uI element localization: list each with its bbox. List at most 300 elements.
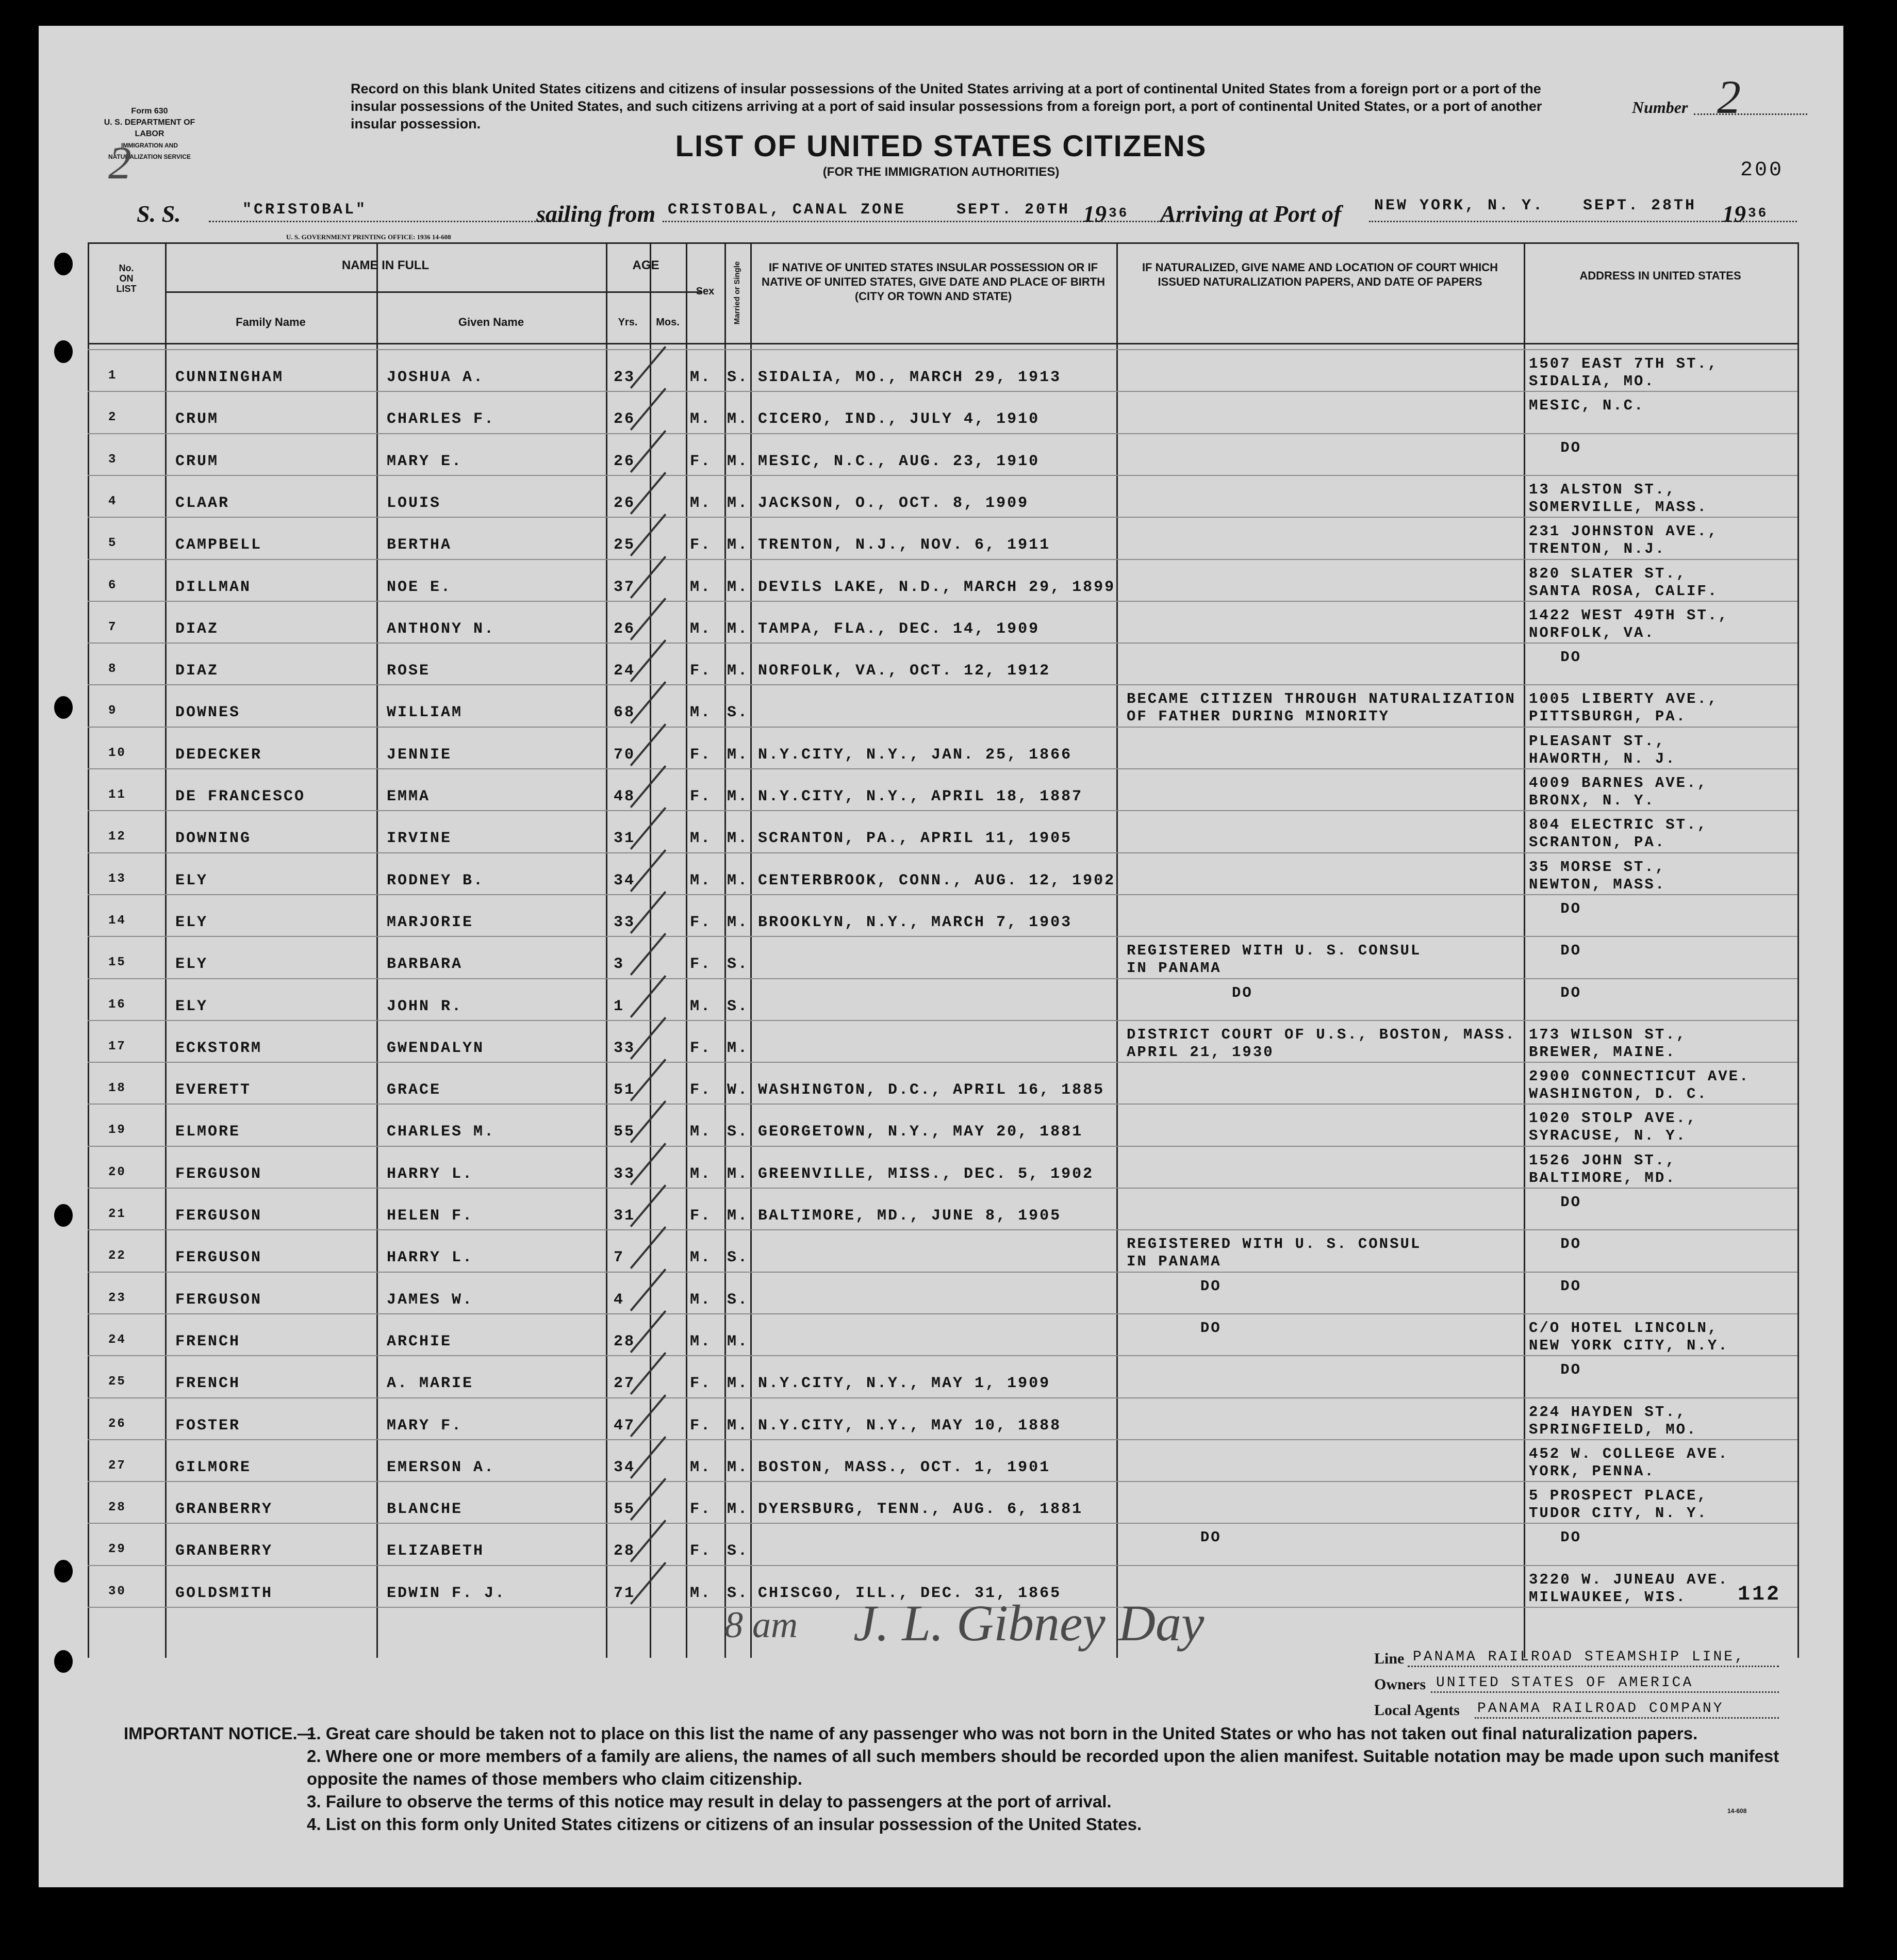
birth-place-date: CHISCGO, ILL., DEC. 31, 1865 xyxy=(758,1584,1062,1602)
check-mark xyxy=(630,555,667,598)
form-code: 14-608 xyxy=(1727,1807,1747,1815)
punch-hole xyxy=(54,1650,73,1673)
given-name: EDWIN F. J. xyxy=(387,1584,506,1602)
table-top-rule xyxy=(88,242,1797,244)
signature-note: 8 am xyxy=(724,1604,798,1645)
sex: F. xyxy=(690,1081,712,1099)
us-address: 173 WILSON ST., BREWER, MAINE. xyxy=(1529,1026,1687,1061)
given-name: GWENDALYN xyxy=(387,1039,485,1057)
notice-item-3: 3. Failure to observe the terms of this notice may result in delay to passengers at the port of arrival. xyxy=(307,1792,1112,1811)
us-address: 1005 LIBERTY AVE., PITTSBURGH, PA. xyxy=(1529,690,1719,726)
age-years: 31 xyxy=(614,1207,636,1225)
check-mark xyxy=(630,891,667,934)
age-years: 4 xyxy=(614,1291,625,1309)
age-years: 25 xyxy=(614,536,636,554)
check-mark xyxy=(630,1562,667,1605)
family-name: FERGUSON xyxy=(175,1207,262,1225)
naturalization: DO xyxy=(1127,1529,1222,1546)
sex: M. xyxy=(690,410,712,429)
row-rule xyxy=(88,349,1797,350)
owners: UNITED STATES OF AMERICA xyxy=(1436,1675,1694,1691)
header-bottom-rule xyxy=(88,343,1797,344)
birth-place-date: SCRANTON, PA., APRIL 11, 1905 xyxy=(758,830,1073,848)
birth-place-date: DEVILS LAKE, N.D., MARCH 29, 1899 xyxy=(758,578,1116,596)
line-rule xyxy=(1408,1666,1779,1667)
row-rule xyxy=(88,391,1797,392)
birth-place-date: N.Y.CITY, N.Y., MAY 1, 1909 xyxy=(758,1375,1051,1393)
check-mark xyxy=(630,430,667,473)
row-number: 10 xyxy=(108,746,126,760)
signature: J. L. Gibney Day xyxy=(853,1594,1205,1652)
given-name: ROSE xyxy=(387,662,431,680)
birth-place-date: BROOKLYN, N.Y., MARCH 7, 1903 xyxy=(758,913,1073,931)
line-label: Line xyxy=(1374,1650,1405,1667)
marital-status: M. xyxy=(727,1207,749,1225)
age-years: 7 xyxy=(614,1249,625,1267)
service: IMMIGRATION AND NATURALIZATION SERVICE xyxy=(108,142,191,160)
us-address: DO xyxy=(1529,649,1582,666)
birth-place-date: GEORGETOWN, N.Y., MAY 20, 1881 xyxy=(758,1123,1083,1141)
family-name: ELY xyxy=(175,913,208,931)
row-number: 11 xyxy=(108,788,126,802)
family-name: EVERETT xyxy=(175,1081,252,1099)
col-rule-family xyxy=(376,242,378,1658)
marital-status: M. xyxy=(727,1417,749,1435)
header-name-in-full: NAME IN FULL xyxy=(341,258,430,272)
given-name: MARY F. xyxy=(387,1417,463,1435)
family-name: CRUM xyxy=(175,452,219,470)
given-name: HARRY L. xyxy=(387,1165,474,1183)
birth-place-date: BOSTON, MASS., OCT. 1, 1901 xyxy=(758,1458,1051,1476)
local-agents: PANAMA RAILROAD COMPANY xyxy=(1477,1701,1724,1717)
age-years: 26 xyxy=(614,494,636,512)
check-mark xyxy=(630,723,667,766)
row-number: 2 xyxy=(108,410,118,425)
us-address: 452 W. COLLEGE AVE. YORK, PENNA. xyxy=(1529,1445,1729,1480)
us-address: 804 ELECTRIC ST., SCRANTON, PA. xyxy=(1529,816,1708,851)
given-name: HELEN F. xyxy=(387,1207,474,1225)
row-number: 29 xyxy=(108,1542,126,1557)
age-years: 47 xyxy=(614,1417,636,1435)
sex: F. xyxy=(690,536,712,554)
age-years: 26 xyxy=(614,452,636,470)
check-mark xyxy=(630,639,667,682)
row-rule xyxy=(88,1020,1797,1021)
sail-year: 36 xyxy=(1109,205,1129,221)
given-name: CHARLES M. xyxy=(387,1123,496,1141)
row-rule xyxy=(88,433,1797,434)
notice-item-2: 2. Where one or more members of a family are aliens, the names of all such members should be recorded upon the alien manifest. Suitable notation may be made upon such manifest opposite the names of those members who claim citizenship. xyxy=(307,1747,1779,1788)
family-name: CUNNINGHAM xyxy=(175,369,284,386)
sex: M. xyxy=(690,1332,712,1350)
us-address: 231 JOHNSTON AVE., TRENTON, N.J. xyxy=(1529,523,1719,558)
steamship-line: PANAMA RAILROAD STEAMSHIP LINE, xyxy=(1413,1649,1745,1665)
marital-status: M. xyxy=(727,746,749,764)
us-address: DO xyxy=(1529,1277,1582,1295)
sex: F. xyxy=(690,1501,712,1519)
header-given-name: Given Name xyxy=(458,316,524,328)
check-mark xyxy=(630,1269,667,1311)
row-rule xyxy=(88,727,1797,728)
family-name: GILMORE xyxy=(175,1458,252,1476)
sex: M. xyxy=(690,620,712,638)
printing-office: U. S. GOVERNMENT PRINTING OFFICE: 1936 14-608 xyxy=(286,233,451,241)
row-number: 9 xyxy=(108,704,118,718)
age-years: 33 xyxy=(614,1039,636,1057)
given-name: BARBARA xyxy=(387,956,463,974)
marital-status: S. xyxy=(727,997,749,1015)
age-years: 71 xyxy=(614,1584,636,1602)
col-rule-naturalized xyxy=(1524,242,1525,1658)
row-number: 14 xyxy=(108,913,126,928)
us-address: 4009 BARNES AVE., BRONX, N. Y. xyxy=(1529,775,1708,809)
col-rule-right xyxy=(1797,242,1799,1658)
age-years: 24 xyxy=(614,662,636,680)
row-rule xyxy=(88,1313,1797,1314)
ship-line xyxy=(209,221,565,222)
check-mark xyxy=(630,1436,667,1479)
sex: F. xyxy=(690,746,712,764)
row-number: 13 xyxy=(108,871,126,886)
col-rule-given xyxy=(606,242,607,1658)
page-count: 200 xyxy=(1740,159,1784,182)
marital-status: M. xyxy=(727,871,749,890)
row-rule xyxy=(88,517,1797,518)
check-mark xyxy=(630,807,667,850)
marital-status: M. xyxy=(727,662,749,680)
family-name: DE FRANCESCO xyxy=(175,788,306,805)
naturalization: REGISTERED WITH U. S. CONSUL IN PANAMA xyxy=(1127,942,1422,977)
given-name: BERTHA xyxy=(387,536,452,554)
check-mark xyxy=(630,514,667,556)
name-subrule xyxy=(165,291,701,293)
marital-status: S. xyxy=(727,1123,749,1141)
sex: M. xyxy=(690,871,712,890)
sex: F. xyxy=(690,1039,712,1057)
us-address: C/O HOTEL LINCOLN, NEW YORK CITY, N.Y. xyxy=(1529,1319,1729,1354)
check-mark xyxy=(630,681,667,724)
sex: F. xyxy=(690,662,712,680)
row-rule xyxy=(88,1439,1797,1440)
birth-place-date: MESIC, N.C., AUG. 23, 1910 xyxy=(758,452,1040,470)
given-name: WILLIAM xyxy=(387,704,463,722)
sex: F. xyxy=(690,788,712,805)
marital-status: M. xyxy=(727,494,749,512)
row-rule xyxy=(88,894,1797,895)
birth-place-date: GREENVILLE, MISS., DEC. 5, 1902 xyxy=(758,1165,1094,1183)
age-years: 55 xyxy=(614,1501,636,1519)
row-number: 3 xyxy=(108,452,118,467)
row-rule xyxy=(88,475,1797,476)
corner-mark: 2 xyxy=(108,138,131,189)
row-number: 12 xyxy=(108,830,126,844)
row-number: 25 xyxy=(108,1375,126,1389)
check-mark xyxy=(630,388,667,431)
row-rule xyxy=(88,1146,1797,1147)
us-address: 1422 WEST 49TH ST., NORFOLK, VA. xyxy=(1529,606,1729,641)
given-name: LOUIS xyxy=(387,494,441,512)
birth-place-date: SIDALIA, MO., MARCH 29, 1913 xyxy=(758,369,1062,386)
owners-rule xyxy=(1431,1691,1779,1693)
age-years: 1 xyxy=(614,997,625,1015)
us-address: 35 MORSE ST., NEWTON, MASS. xyxy=(1529,858,1666,893)
ss-label: S. S. xyxy=(137,201,181,227)
row-rule xyxy=(88,978,1797,979)
given-name: JOSHUA A. xyxy=(387,369,485,386)
check-mark xyxy=(630,1310,667,1353)
check-mark xyxy=(630,1520,667,1562)
arrive-year-prefix: 19 xyxy=(1722,201,1746,227)
header-naturalized: IF NATURALIZED, GIVE NAME AND LOCATION OF COURT WHICH ISSUED NATURALIZATION PAPERS, AND DATE OF PAPERS xyxy=(1142,261,1498,288)
marital-status: M. xyxy=(727,452,749,470)
us-address: 3220 W. JUNEAU AVE. MILWAUKEE, WIS. xyxy=(1529,1571,1729,1606)
marital-status: W. xyxy=(727,1081,749,1099)
age-years: 68 xyxy=(614,704,636,722)
birth-place-date: CICERO, IND., JULY 4, 1910 xyxy=(758,410,1040,429)
given-name: MARJORIE xyxy=(387,913,474,931)
row-rule xyxy=(88,1355,1797,1356)
family-name: CRUM xyxy=(175,410,219,429)
agents-label: Local Agents xyxy=(1374,1702,1460,1719)
notice-heading: IMPORTANT NOTICE.— xyxy=(124,1724,315,1743)
col-rule-sex xyxy=(724,242,726,1658)
given-name: A. MARIE xyxy=(387,1375,474,1393)
family-name: GOLDSMITH xyxy=(175,1584,273,1602)
sex: M. xyxy=(690,1291,712,1309)
marital-status: M. xyxy=(727,830,749,848)
age-years: 26 xyxy=(614,410,636,429)
birth-place-date: NORFOLK, VA., OCT. 12, 1912 xyxy=(758,662,1051,680)
row-rule xyxy=(88,936,1797,937)
birth-place-date: CENTERBROOK, CONN., AUG. 12, 1902 xyxy=(758,871,1116,890)
header-sex: Sex xyxy=(696,286,715,297)
age-years: 33 xyxy=(614,1165,636,1183)
age-years: 34 xyxy=(614,871,636,890)
check-mark xyxy=(630,1478,667,1521)
family-name: FERGUSON xyxy=(175,1249,262,1267)
birth-place-date: TAMPA, FLA., DEC. 14, 1909 xyxy=(758,620,1040,638)
us-address: PLEASANT ST., HAWORTH, N. J. xyxy=(1529,732,1676,767)
family-name: ELY xyxy=(175,956,208,974)
given-name: MARY E. xyxy=(387,452,463,470)
age-years: 34 xyxy=(614,1458,636,1476)
us-address: 1526 JOHN ST., BALTIMORE, MD. xyxy=(1529,1151,1676,1187)
birth-place-date: N.Y.CITY, N.Y., APRIL 18, 1887 xyxy=(758,788,1083,805)
arrive-year: 36 xyxy=(1748,205,1769,221)
row-number: 4 xyxy=(108,494,118,508)
marital-status: M. xyxy=(727,536,749,554)
age-years: 28 xyxy=(614,1542,636,1560)
sex: F. xyxy=(690,913,712,931)
us-address: DO xyxy=(1529,984,1582,1001)
punch-hole xyxy=(54,1204,73,1227)
given-name: ARCHIE xyxy=(387,1332,452,1350)
us-address: DO xyxy=(1529,900,1582,917)
marital-status: M. xyxy=(727,1039,749,1057)
sex: F. xyxy=(690,1542,712,1560)
sex: F. xyxy=(690,1417,712,1435)
age-years: 28 xyxy=(614,1332,636,1350)
punch-hole xyxy=(54,696,73,719)
given-name: NOE E. xyxy=(387,578,452,596)
marital-status: M. xyxy=(727,410,749,429)
marital-status: S. xyxy=(727,956,749,974)
sex: M. xyxy=(690,369,712,386)
family-name: ELY xyxy=(175,997,208,1015)
given-name: ELIZABETH xyxy=(387,1542,485,1560)
header-no: No. ON LIST xyxy=(116,263,137,294)
arrive-date: SEPT. 28TH xyxy=(1583,197,1697,215)
given-name: JAMES W. xyxy=(387,1291,474,1309)
marital-status: M. xyxy=(727,913,749,931)
header-age: AGE xyxy=(632,258,659,272)
check-mark xyxy=(630,1352,667,1395)
header-mos: Mos. xyxy=(656,317,680,328)
us-address: DO xyxy=(1529,1361,1582,1379)
row-number: 21 xyxy=(108,1207,126,1221)
header-address: ADDRESS IN UNITED STATES xyxy=(1579,269,1741,282)
us-address: DO xyxy=(1529,1194,1582,1211)
row-rule xyxy=(88,601,1797,602)
check-mark xyxy=(630,765,667,808)
given-name: GRACE xyxy=(387,1081,441,1099)
row-rule xyxy=(88,684,1797,685)
agents-rule xyxy=(1475,1717,1779,1719)
sex: M. xyxy=(690,1123,712,1141)
row-rule xyxy=(88,1229,1797,1230)
family-name: DIAZ xyxy=(175,620,219,638)
marital-status: S. xyxy=(727,369,749,386)
us-address: 2900 CONNECTICUT AVE. WASHINGTON, D. C. xyxy=(1529,1068,1750,1103)
sail-year-prefix: 19 xyxy=(1083,201,1107,227)
row-rule xyxy=(88,1523,1797,1524)
marital-status: M. xyxy=(727,578,749,596)
age-years: 27 xyxy=(614,1375,636,1393)
marital-status: M. xyxy=(727,1501,749,1519)
family-name: ELY xyxy=(175,871,208,890)
header-married-single: Married or Single xyxy=(733,261,741,325)
row-rule xyxy=(88,1062,1797,1063)
family-name: ELMORE xyxy=(175,1123,241,1141)
us-address: 5 PROSPECT PLACE, TUDOR CITY, N. Y. xyxy=(1529,1487,1708,1522)
sex: F. xyxy=(690,1375,712,1393)
check-mark xyxy=(630,1017,667,1060)
marital-status: M. xyxy=(727,1458,749,1476)
given-name: JOHN R. xyxy=(387,997,463,1015)
manifest-sheet xyxy=(39,26,1843,1887)
us-address: 1507 EAST 7TH ST., SIDALIA, MO. xyxy=(1529,355,1719,390)
sex: M. xyxy=(690,578,712,596)
us-address: 13 ALSTON ST., SOMERVILLE, MASS. xyxy=(1529,481,1708,516)
notice-item-4: 4. List on this form only United States citizens or citizens of an insular possession of the United States. xyxy=(307,1815,1142,1834)
check-mark xyxy=(630,975,667,1017)
birth-place-date: TRENTON, N.J., NOV. 6, 1911 xyxy=(758,536,1051,554)
family-name: FERGUSON xyxy=(175,1165,262,1183)
row-rule xyxy=(88,1481,1797,1482)
given-name: EMERSON A. xyxy=(387,1458,496,1476)
check-mark xyxy=(630,933,667,976)
marital-status: M. xyxy=(727,1165,749,1183)
age-years: 31 xyxy=(614,830,636,848)
row-rule xyxy=(88,810,1797,811)
marital-status: S. xyxy=(727,1584,749,1602)
age-years: 70 xyxy=(614,746,636,764)
sex: M. xyxy=(690,1584,712,1602)
row-number: 6 xyxy=(108,578,118,592)
row-number: 24 xyxy=(108,1332,126,1347)
marital-status: S. xyxy=(727,1291,749,1309)
naturalization: BECAME CITIZEN THROUGH NATURALIZATION OF FATHER DURING MINORITY xyxy=(1127,690,1516,726)
number-label: Number xyxy=(1632,98,1688,117)
family-name: DOWNING xyxy=(175,830,252,848)
sex: M. xyxy=(690,830,712,848)
given-name: HARRY L. xyxy=(387,1249,474,1267)
marital-status: M. xyxy=(727,620,749,638)
row-number: 22 xyxy=(108,1249,126,1263)
sex: M. xyxy=(690,1165,712,1183)
punch-hole xyxy=(54,1560,73,1583)
family-name: DOWNES xyxy=(175,704,241,722)
family-name: CAMPBELL xyxy=(175,536,262,554)
family-name: GRANBERRY xyxy=(175,1501,273,1519)
us-address: 820 SLATER ST., SANTA ROSA, CALIF. xyxy=(1529,565,1719,600)
marital-status: S. xyxy=(727,1249,749,1267)
given-name: ANTHONY N. xyxy=(387,620,496,638)
given-name: BLANCHE xyxy=(387,1501,463,1519)
sex: F. xyxy=(690,956,712,974)
col-rule-native xyxy=(1116,242,1118,1658)
col-rule-married xyxy=(750,242,752,1658)
header-family-name: Family Name xyxy=(236,316,306,328)
row-number: 28 xyxy=(108,1501,126,1515)
check-mark xyxy=(630,472,667,515)
sex: F. xyxy=(690,452,712,470)
row-rule xyxy=(88,852,1797,853)
birth-place-date: WASHINGTON, D.C., APRIL 16, 1885 xyxy=(758,1081,1105,1099)
naturalization: DO xyxy=(1127,1319,1222,1337)
age-years: 23 xyxy=(614,369,636,386)
marital-status: S. xyxy=(727,1542,749,1560)
row-rule xyxy=(88,1565,1797,1566)
birth-place-date: N.Y.CITY, N.Y., MAY 10, 1888 xyxy=(758,1417,1062,1435)
row-number: 23 xyxy=(108,1291,126,1305)
family-name: DILLMAN xyxy=(175,578,252,596)
age-years: 26 xyxy=(614,620,636,638)
family-name: ECKSTORM xyxy=(175,1039,262,1057)
naturalization: DO xyxy=(1127,984,1253,1001)
family-name: DIAZ xyxy=(175,662,219,680)
row-number: 1 xyxy=(108,369,118,383)
age-years: 48 xyxy=(614,788,636,805)
arrival-port: NEW YORK, N. Y. xyxy=(1374,197,1545,215)
row-rule xyxy=(88,559,1797,560)
form-number: Form 630 xyxy=(131,107,168,116)
marital-status: S. xyxy=(727,704,749,722)
row-number: 18 xyxy=(108,1081,126,1096)
row-rule xyxy=(88,643,1797,644)
header-yrs: Yrs. xyxy=(618,317,638,328)
row-number: 7 xyxy=(108,620,118,634)
age-years: 33 xyxy=(614,913,636,931)
family-name: FRENCH xyxy=(175,1375,241,1393)
marital-status: M. xyxy=(727,788,749,805)
col-rule-no xyxy=(165,242,167,1658)
departure-port: CRISTOBAL, CANAL ZONE xyxy=(668,201,906,219)
family-name: DEDECKER xyxy=(175,746,262,764)
naturalization: DISTRICT COURT OF U.S., BOSTON, MASS. APRIL 21, 1930 xyxy=(1127,1026,1516,1061)
given-name: JENNIE xyxy=(387,746,452,764)
us-address: DO xyxy=(1529,439,1582,456)
